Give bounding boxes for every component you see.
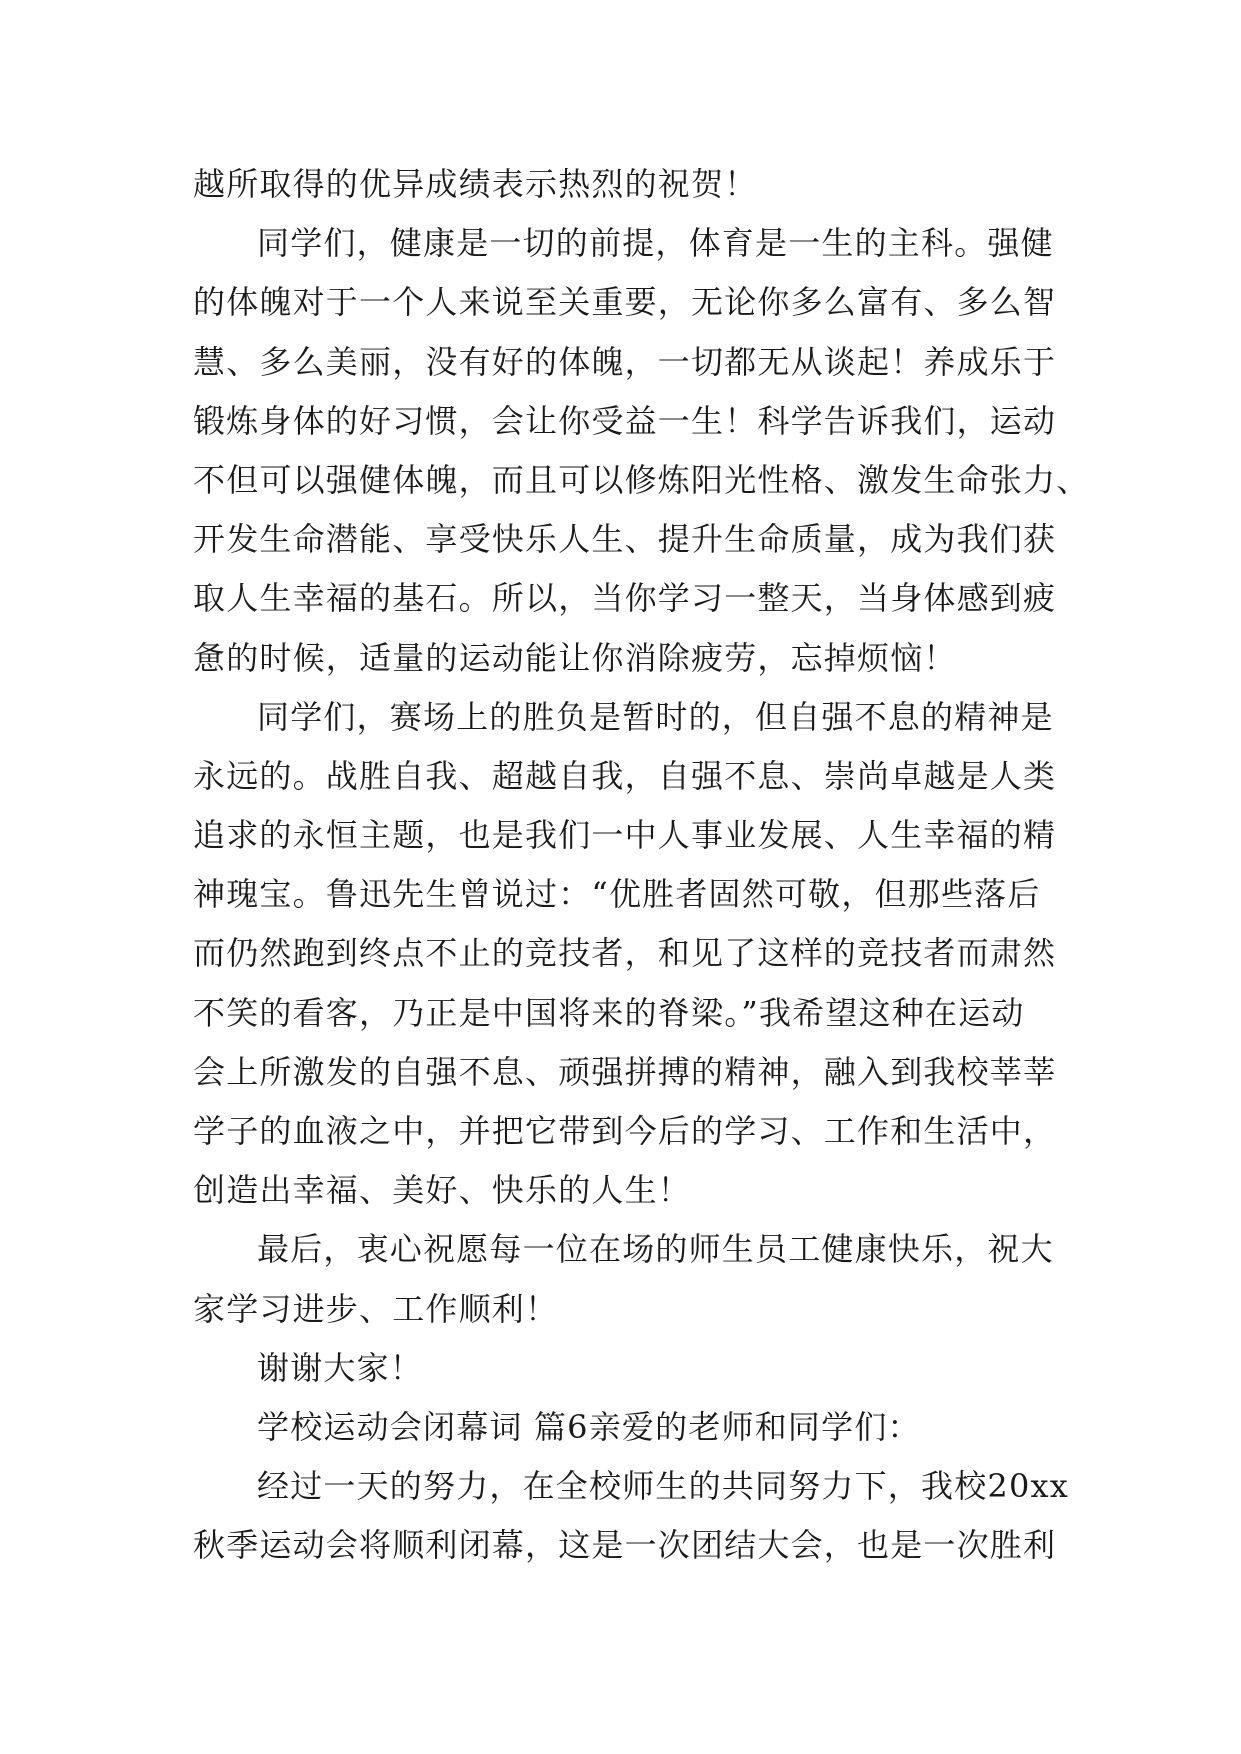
paragraph-start-line: 谢谢大家！: [257, 1348, 424, 1387]
text-line: 不笑的看客，乃正是中国将来的脊梁。”我希望这种在运动: [193, 993, 1025, 1032]
section-heading-line: 学校运动会闭幕词 篇6亲爱的老师和同学们：: [257, 1407, 921, 1446]
text-line: 秋季运动会将顺利闭幕，这是一次团结大会，也是一次胜利: [193, 1526, 1057, 1565]
document-body: [193, 155, 1090, 1576]
text-line: 慧、多么美丽，没有好的体魄，一切都无从谈起！养成乐于: [193, 342, 1057, 381]
text-line: 的体魄对于一个人来说至关重要，无论你多么富有、多么智: [193, 283, 1057, 322]
text-line: 创造出幸福、美好、快乐的人生！: [193, 1171, 692, 1210]
text-line: 不但可以强健体魄，而且可以修炼阳光性格、激发生命张力、: [193, 460, 1090, 499]
paragraph-start-line: 同学们，健康是一切的前提，体育是一生的主科。强健: [257, 224, 1054, 263]
text-line: 惫的时候，适量的运动能让你消除疲劳，忘掉烦恼！: [193, 638, 957, 677]
text-line: 永远的。战胜自我、超越自我，自强不息、崇尚卓越是人类: [193, 756, 1057, 795]
text-line: 会上所激发的自强不息、顽强拼搏的精神，融入到我校莘莘: [193, 1052, 1057, 1091]
paragraph-start-line: 最后，衷心祝愿每一位在场的师生员工健康快乐，祝大: [257, 1230, 1054, 1269]
text-line: 锻炼身体的好习惯，会让你受益一生！科学告诉我们，运动: [193, 401, 1057, 440]
text-line: 取人生幸福的基石。所以，当你学习一整天，当身体感到疲: [193, 579, 1057, 618]
text-line: 越所取得的优异成绩表示热烈的祝贺！: [193, 165, 758, 203]
text-line: 学子的血液之中，并把它带到今后的学习、工作和生活中，: [193, 1112, 1057, 1150]
paragraph-start-line: 经过一天的努力，在全校师生的共同努力下，我校20xx: [257, 1467, 1070, 1506]
text-line: 神瑰宝。鲁迅先生曾说过：“优胜者固然可敬，但那些落后: [193, 875, 1041, 914]
text-line: 开发生命潜能、享受快乐人生、提升生命质量，成为我们获: [193, 520, 1057, 559]
text-line: 家学习进步、工作顺利！: [193, 1289, 559, 1328]
paragraph-start-line: 同学们，赛场上的胜负是暂时的，但自强不息的精神是: [257, 697, 1054, 736]
text-line: 而仍然跑到终点不止的竞技者，和见了这样的竞技者而肃然: [193, 934, 1057, 973]
text-line: 追求的永恒主题，也是我们一中人事业发展、人生幸福的精: [193, 816, 1057, 855]
